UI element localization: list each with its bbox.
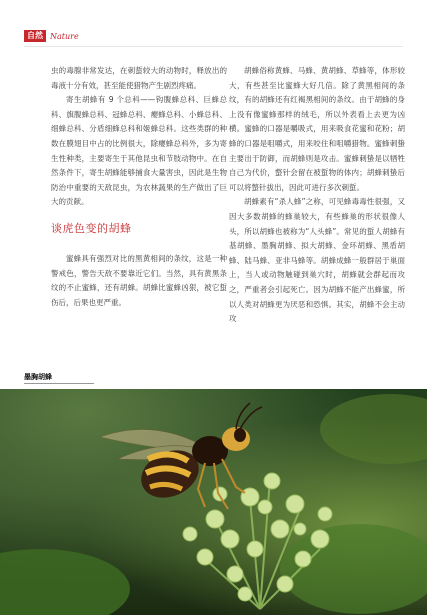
- hornet-illustration: [0, 389, 427, 615]
- photo-caption: 墨胸胡蜂: [24, 373, 52, 381]
- paragraph: 虫的毒腺非常发达，在刺蜇较大的动物时，释放出的毒液十分有效，甚至能使猎物产生剧烈疼痛。: [51, 66, 227, 90]
- section-label: 自然: [24, 30, 46, 42]
- paragraph: 寄生胡蜂有 9 个总科——钩腹蜂总科、巨蜂总科、旗腹蜂总科、冠蜂总科、瘿蜂总科、小蜂总科、细蜂总科、分盾细蜂总科和姬蜂总科。这些类群的种数在膜翅目中占的比例很大，除瘿蜂总科外，多为寄生性种类，主要寄生于其他昆虫和节肢动物中。在自然条件下，寄生胡蜂能够捕食大量害虫，因此是生物防治中重要的天敌昆虫，为农林蔬果的生产做出了巨大的贡献。: [51, 95, 227, 207]
- right-column: [229, 64, 405, 327]
- section-english-label: Nature: [50, 31, 79, 41]
- section-subheading: 谈虎色变的胡蜂: [51, 221, 132, 235]
- section-tag: [24, 30, 79, 42]
- left-column: [51, 64, 227, 310]
- paragraph: 胡蜂素有“杀人蜂”之称，可见蜂毒毒性很强，又因大多数胡蜂的蜂巢较大，有些蜂巢的形状很像人头，所以胡蜂也被称为“人头蜂”。常见的蜇人胡蜂有基胡蜂、墨胸胡蜂、拟大胡蜂、金环胡蜂、黑盾胡蜂、陆马蜂、亚非马蜂等。胡蜂成蜂一般群居于巢面上，当人或动物触碰到巢穴时，胡蜂就会群起而攻之，严重者会引起死亡。因为胡蜂不能产出蜂蜜，所以人类对胡蜂更为厌恶和恐惧。其实，胡蜂不会主动攻: [229, 197, 405, 324]
- page-header: [0, 0, 427, 52]
- header-divider: [24, 46, 403, 47]
- hornet-photo: [0, 389, 427, 615]
- paragraph: 胡蜂俗称黄蜂、马蜂、黄胡蜂、草蜂等，体形较大，有些甚至比蜜蜂大好几倍。除了黄黑相间的条纹，有的胡蜂还有红褐黑相间的条纹。由于胡蜂的身上没有像蜜蜂那样的绒毛，所以外表看上去更为凶横。蜜蜂的口器是嚼吸式，用来吸食花蜜和花粉；胡蜂的口器是咀嚼式，用来咬住和咀嚼猎物。蜜蜂刺蛰主要出于防御，而胡蜂则是攻击。蜜蜂刺蛰是以牺牲自己为代价，螫针会留在被蜇物的体内；胡蜂刺蛰后可以将螫针拔出，因此可进行多次刺蜇。: [229, 66, 405, 192]
- paragraph: 蜜蜂具有强烈对比的黑黄相间的条纹，这是一种警戒色，警告天敌不要靠近它们。当然，具有黄黑条纹的不止蜜蜂，还有胡蜂。胡蜂比蜜蜂凶狠，被它蜇伤后，后果也更严重。: [51, 253, 227, 307]
- caption-divider: [24, 383, 94, 384]
